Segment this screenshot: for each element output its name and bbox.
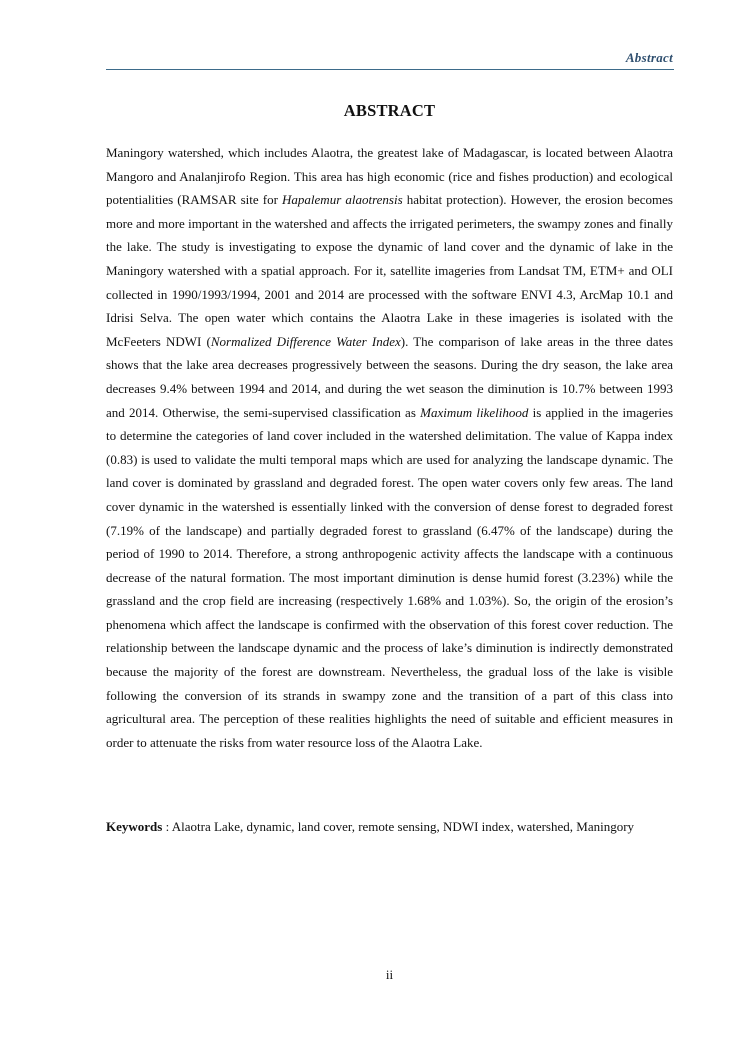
keywords-separator: : bbox=[162, 819, 172, 834]
running-header: Abstract bbox=[625, 50, 673, 65]
header-divider bbox=[106, 69, 674, 70]
abstract-text-part-2: habitat protection). However, the erosion becomes more and more important in the watershed and affects the irrigated perimeters, the swampy zones and finally the lake. The study is investigating to expose the dynamic of land cover and the dynamic of lake in the Maningory watershed with a spatial approach. For it, satellite imageries from Landsat TM, ETM+ and OLI collected in 1990/1993/1994, 2001 and 2014 are processed with the software ENVI 4.3, ArcMap 10.1 and Idrisi Selva. The open water which contains the Alaotra Lake in these imageries is isolated with the McFeeters NDWI ( bbox=[106, 192, 673, 349]
abstract-text-part-1: Maningory watershed, which includes Alaotra, the greatest lake of Madagascar, is located between Alaotra Mangoro and Analanjirofo Region. This area has high economic (rice and fishes production) and ecological potentialities (RAMSAR site for bbox=[106, 145, 673, 208]
keywords-line bbox=[106, 817, 673, 837]
keywords-label: Keywords bbox=[106, 819, 163, 834]
abstract-text-part-4: is applied in the imageries to determine the categories of land cover included in the watershed delimitation. The value of Kappa index (0.83) is used to validate the multi temporal maps which are used for analyzing the landscape dynamic. The land cover is dominated by grassland and degraded forest. The open water covers only few areas. The land cover dynamic in the watershed is essentially linked with the conversion of dense forest to degraded forest (7.19% of the landscape) and partially degraded forest to grassland (6.47% of the landscape) during the period of 1990 to 2014. Therefore, a strong anthropogenic activity affects the landscape with a continuous decrease of the natural formation. The most important diminution is dense humid forest (3.23%) while the grassland and the crop field are increasing (respectively 1.68% and 1.03%). So, the origin of the erosion’s phenomena which affect the landscape is confirmed with the observation of this forest cover reduction. The relationship between the landscape dynamic and the process of lake’s diminution is indirectly demonstrated because the majority of the forest are downstream. Nevertheless, the gradual loss of the lake is visible following the conversion of its strands in swampy zone and the transition of a part of this class into agricultural area. The perception of these realities highlights the need of suitable and efficient measures in order to attenuate the risks from water resource loss of the Alaotra Lake. bbox=[106, 404, 673, 750]
abstract-paragraph bbox=[106, 141, 673, 754]
ndwi-expansion: Normalized Difference Water Index bbox=[210, 333, 401, 349]
method-name: Maximum likelihood bbox=[420, 404, 529, 420]
page-number: ii bbox=[385, 967, 394, 982]
keywords-text: Alaotra Lake, dynamic, land cover, remote sensing, NDWI index, watershed, Maningory bbox=[171, 819, 635, 834]
page-title: ABSTRACT bbox=[343, 101, 436, 120]
abstract-text-part-3: ). The comparison of lake areas in the three dates shows that the lake area decreases progressively between the seasons. During the dry season, the lake area decreases 9.4% between 1994 and 2014, and during the wet season the diminution is 10.7% between 1993 and 2014. Otherwise, the semi-supervised classification as bbox=[106, 333, 674, 420]
species-name: Hapalemur alaotrensis bbox=[282, 192, 403, 208]
